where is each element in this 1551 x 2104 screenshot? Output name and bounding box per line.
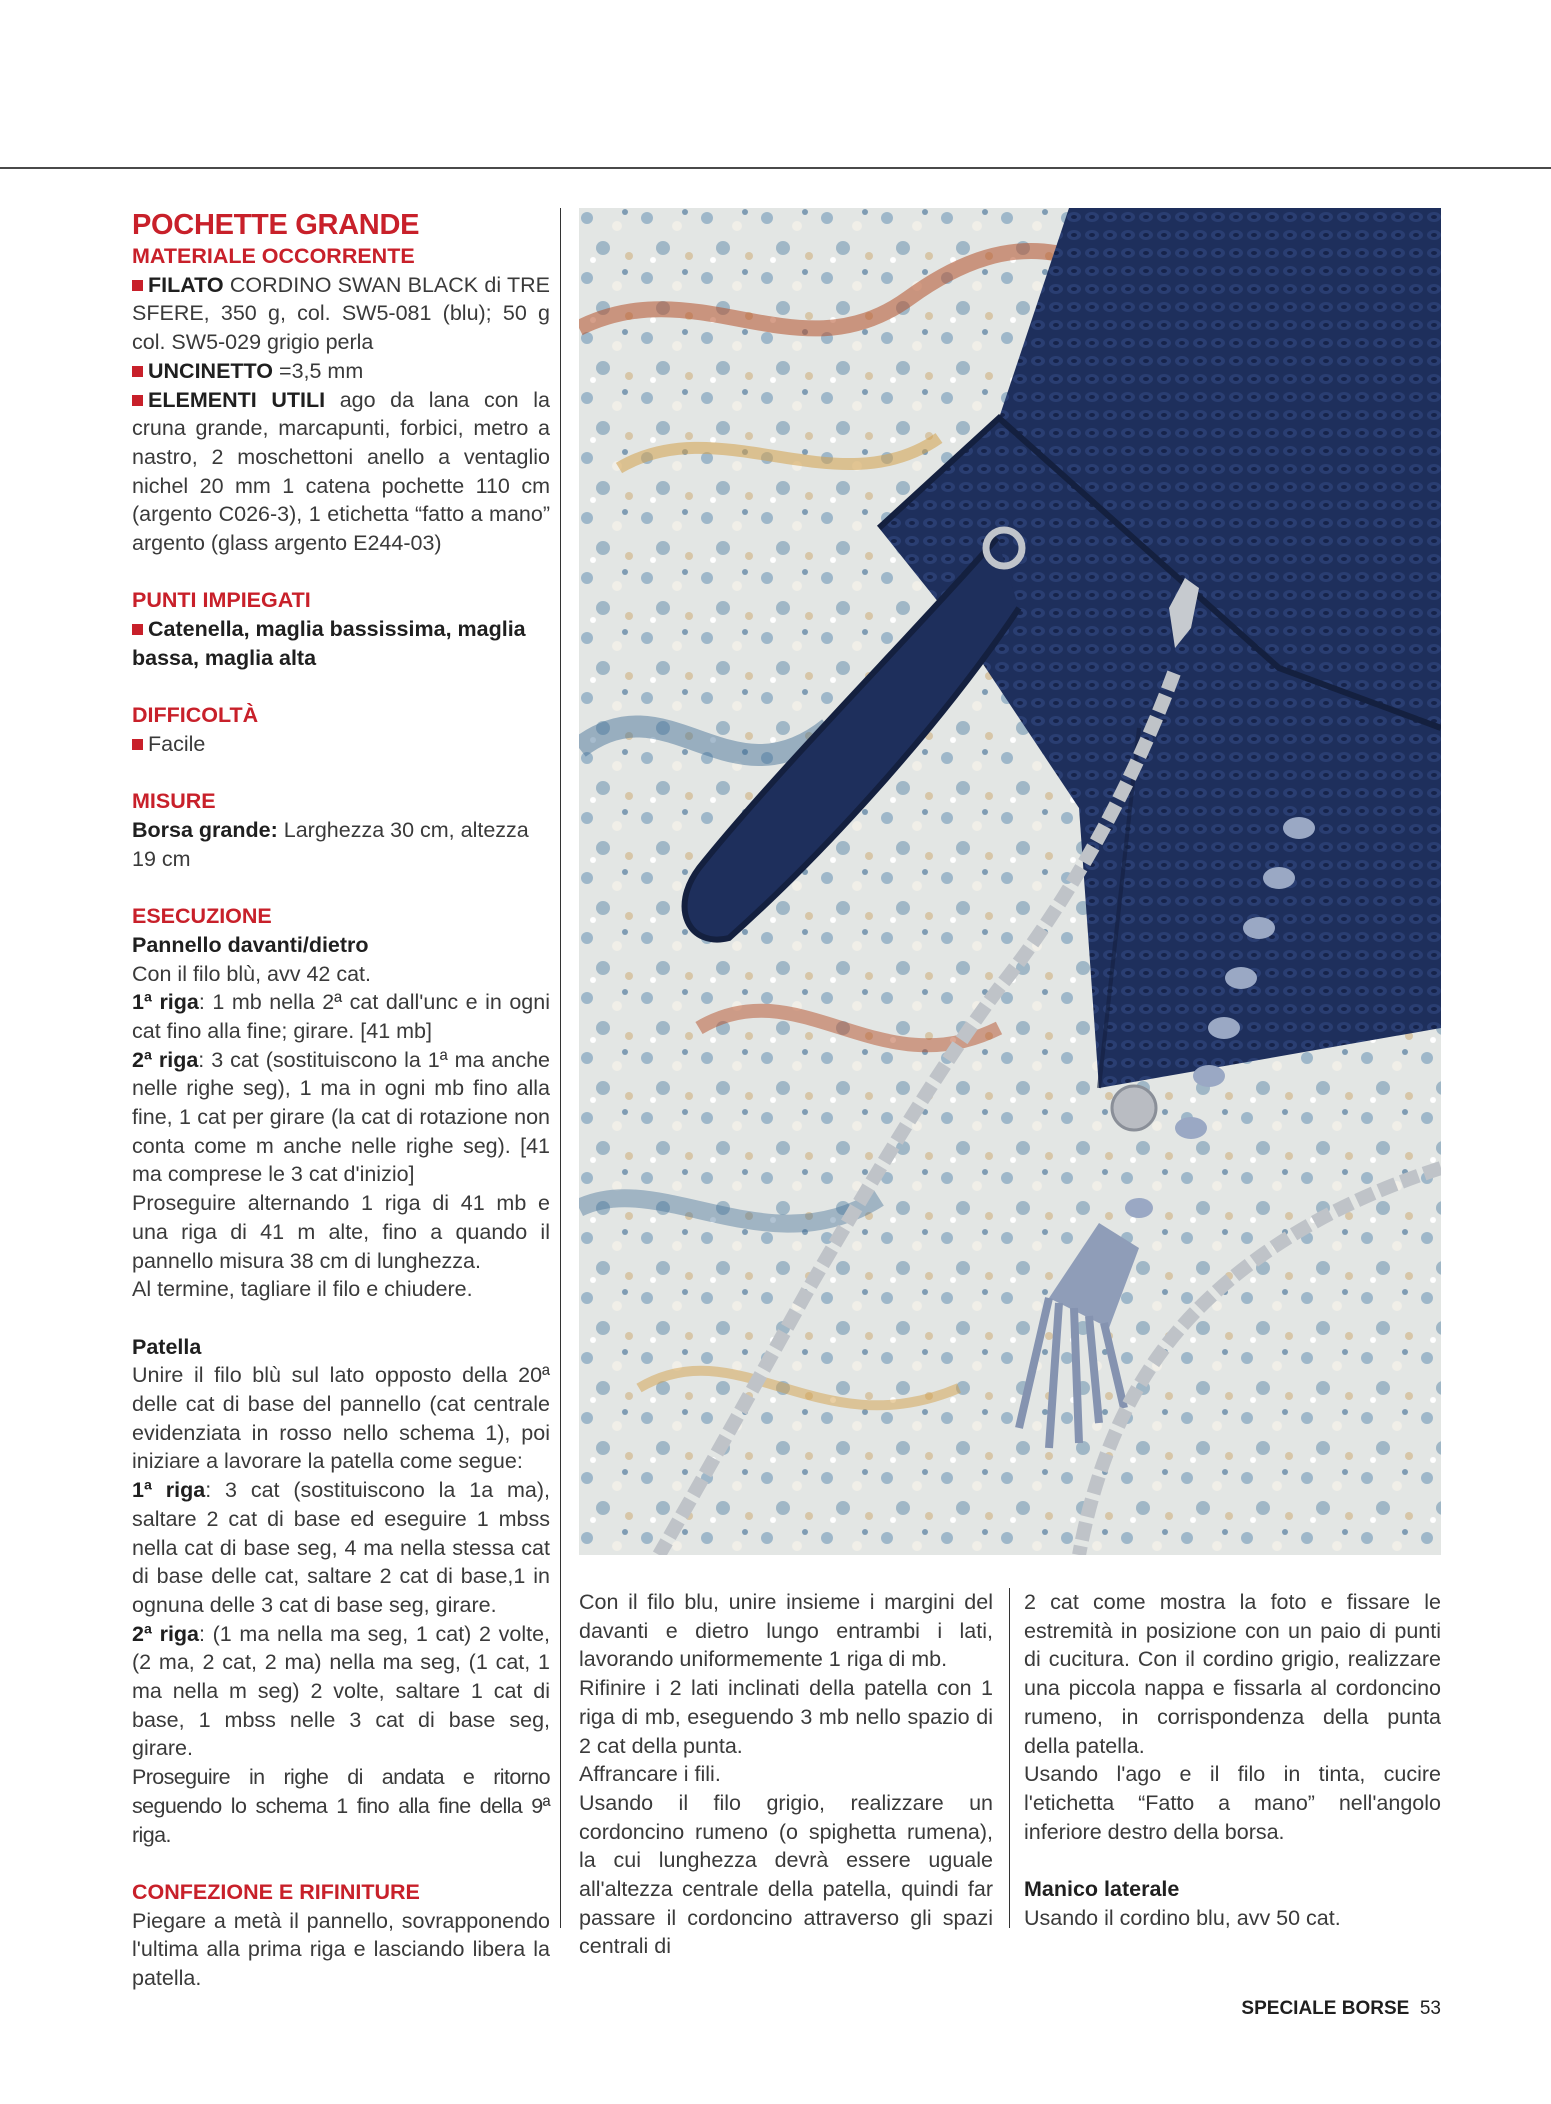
misure-text: Larghezza 30 cm, altezza 19 cm — [132, 818, 529, 871]
column-divider-right — [1009, 1588, 1010, 1928]
filato-text: CORDINO SWAN BLACK di TRE SFERE, 350 g, col. SW5-081 (blu); 50 g col. SW5-029 grigio perla — [132, 272, 550, 355]
uncinetto-text: =3,5 mm — [279, 358, 364, 383]
punti-heading: PUNTI IMPIEGATI — [132, 588, 311, 613]
misure-label: Borsa grande: — [132, 818, 278, 843]
elementi-text: ago da lana con la cruna grande, marcapunti, forbici, metro a nastro, 2 moschettoni anello a ventaglio nichel 20 mm 1 catena pochette 110 cm (argento C026-3), 1 etichetta “fatto a mano” argento (glass argento E244-03) — [132, 387, 550, 556]
confezione-text: Piegare a metà il pannello, sovrapponendo l'ultima alla prima riga e lasciando libera la patella. — [132, 1908, 550, 1991]
materiale-heading: MATERIALE OCCORRENTE — [132, 244, 415, 268]
patella-title: Patella — [132, 1334, 202, 1359]
elementi-paragraph — [132, 386, 550, 558]
right-column — [1024, 1588, 1441, 1932]
red-square-bullet — [132, 624, 143, 635]
punti-text: Catenella, maglia bassissima, maglia bassa, maglia alta — [132, 617, 526, 670]
pannello-title: Pannello davanti/dietro — [132, 932, 369, 957]
product-photo — [579, 208, 1441, 1555]
difficolta-heading: DIFFICOLTÀ — [132, 703, 259, 728]
patella-riga1-text: : 3 cat (sostituiscono la 1a ma), saltare 2 cat di base ed eseguire 1 mbss nella cat di base seg, 4 ma nella stessa cat di base delle cat, saltare 2 cat di base,1 in ognuna delle 3 cat di base seg, girare. — [132, 1478, 550, 1617]
right-paragraph-2: Usando l'ago e il filo in tinta, cucire l'etichetta “Fatto a mano” nell'angolo inferiore destro della borsa. — [1024, 1762, 1441, 1844]
uncinetto-paragraph — [132, 357, 550, 386]
manico-title: Manico laterale — [1024, 1877, 1180, 1902]
punti-paragraph — [132, 615, 550, 672]
red-square-bullet — [132, 366, 143, 377]
elementi-label: ELEMENTI UTILI — [148, 387, 326, 412]
pannello-riga1 — [132, 988, 550, 1045]
pannello-termine: Al termine, tagliare il filo e chiudere. — [132, 1277, 473, 1302]
riga2-label: 2ª riga — [132, 1047, 199, 1072]
middle-column — [579, 1588, 993, 1961]
pannello-proseguire: Proseguire alternando 1 riga di 41 mb e una riga di 41 m alte, fino a quando il pannello misura 38 cm di lunghezza. — [132, 1191, 550, 1273]
red-square-bullet — [132, 739, 143, 750]
patella-intro: Unire il filo blù sul lato opposto della 20ª delle cat di base del pannello (cat centrale evidenziata in rosso nello schema 1), poi iniziare a lavorare la patella come segue: — [132, 1363, 550, 1474]
mid-paragraph-4: Usando il filo grigio, realizzare un cordoncino rumeno (o spighetta rumena), la cui lunghezza devrà essere uguale all'altezza centrale della patella, quindi far passare il cordoncino attraverso gli spazi centrali di — [579, 1790, 993, 1959]
page-number: 53 — [1419, 1998, 1441, 2019]
page-title: POCHETTE GRANDE — [132, 209, 420, 241]
red-square-bullet — [132, 395, 143, 406]
difficolta-text: Facile — [148, 731, 206, 756]
red-square-bullet — [132, 280, 143, 291]
column-divider-left — [560, 208, 561, 1928]
pannello-intro: Con il filo blù, avv 42 cat. — [132, 961, 372, 986]
mid-paragraph-2: Rifinire i 2 lati inclinati della patella con 1 riga di mb, eseguendo 3 mb nello spazio di 2 cat della punta. — [579, 1676, 993, 1758]
footer-section: SPECIALE BORSE — [1241, 1998, 1410, 2019]
filato-label: FILATO — [148, 272, 224, 297]
filato-paragraph — [132, 271, 550, 357]
mid-paragraph-1: Con il filo blu, unire insieme i margini del davanti e dietro lungo entrambi i lati, lavorando uniformemente 1 riga di mb. — [579, 1590, 993, 1672]
header-rule — [0, 167, 1551, 169]
patella-proseguire: Proseguire in righe di andata e ritorno seguendo lo schema 1 fino alla fine della 9ª riga. — [132, 1765, 550, 1847]
right-paragraph-1: 2 cat come mostra la foto e fissare le estremità in posizione con un paio di punti di cucitura. Con il cordino grigio, realizzare una piccola nappa e fissarla al cordoncino rumeno, in corrispondenza della punta della patella. — [1024, 1590, 1441, 1758]
patella-riga1 — [132, 1476, 550, 1620]
patella-riga2-label: 2ª riga — [132, 1621, 200, 1646]
pannello-riga2 — [132, 1046, 550, 1190]
misure-paragraph — [132, 816, 550, 873]
patella-riga2 — [132, 1620, 550, 1764]
mid-paragraph-3: Affrancare i fili. — [579, 1762, 721, 1787]
patella-riga1-label: 1ª riga — [132, 1478, 206, 1503]
crochet-pochette-illustration — [579, 208, 1441, 1555]
page-footer — [1241, 1998, 1441, 2020]
misure-heading: MISURE — [132, 789, 216, 814]
riga1-text: : 1 mb nella 2ª cat dall'unc e in ogni cat fino alla fine; girare. [41 mb] — [132, 990, 550, 1043]
riga2-text: : 3 cat (sostituiscono la 1ª ma anche nelle righe seg), 1 ma in ogni mb fino alla fine, 1 cat per girare (la cat di rotazione non conta come m anche nelle righe seg). [41 ma comprese le 3 cat d'inizio] — [132, 1047, 551, 1187]
riga1-label: 1ª riga — [132, 990, 199, 1015]
left-column — [132, 208, 550, 1993]
difficolta-paragraph — [132, 730, 550, 759]
manico-text: Usando il cordino blu, avv 50 cat. — [1024, 1905, 1341, 1930]
patella-riga2-text: : (1 ma nella ma seg, 1 cat) 2 volte, (2 ma, 2 cat, 2 ma) nella ma seg, (1 cat, 1 ma nella m seg) 2 volte, saltare 1 cat di base, 1 mbss nelle 3 cat di base seg, girare. — [132, 1621, 550, 1761]
uncinetto-label: UNCINETTO — [148, 358, 274, 383]
esecuzione-heading: ESECUZIONE — [132, 904, 272, 929]
confezione-heading: CONFEZIONE E RIFINITURE — [132, 1879, 420, 1904]
